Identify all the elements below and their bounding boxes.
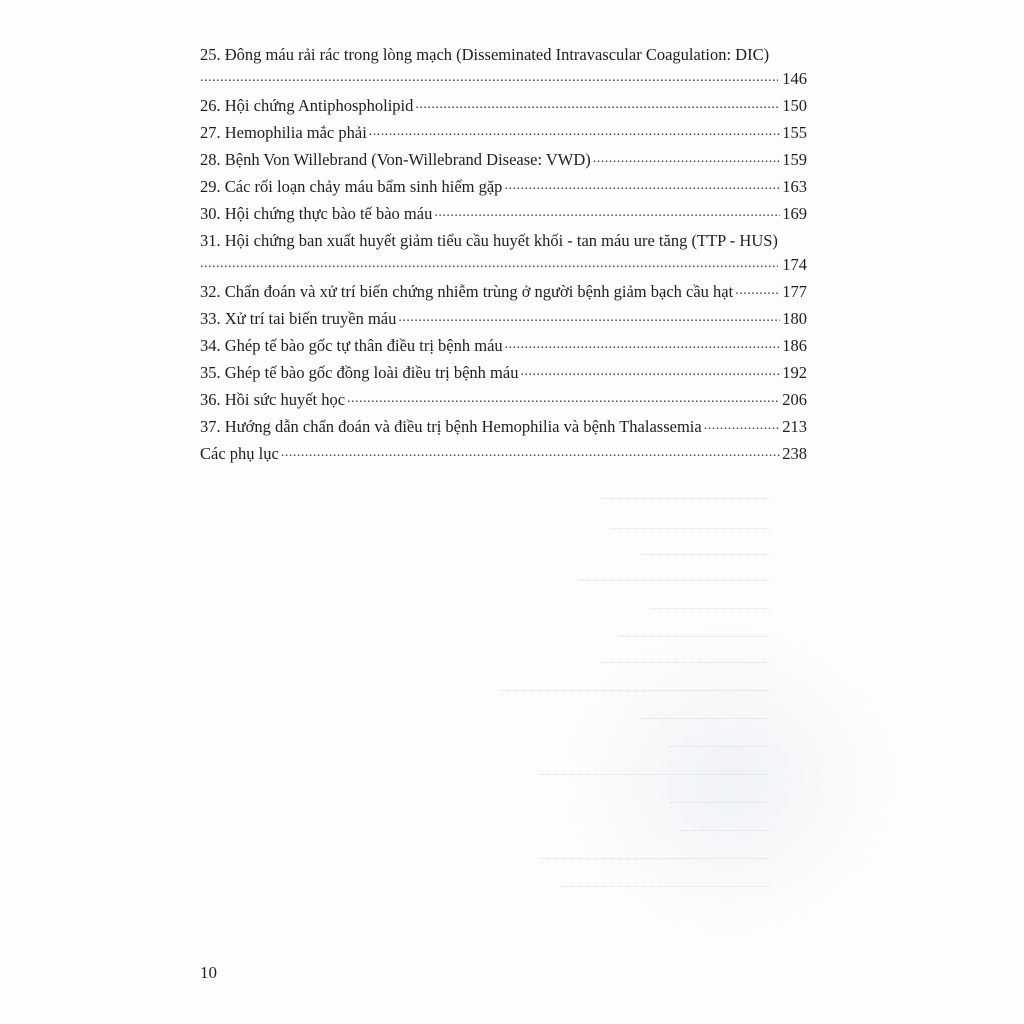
- toc-entry-title: Các phụ lục: [200, 444, 279, 463]
- bleed-through-mark: [640, 718, 770, 720]
- bleed-through-mark: [580, 580, 770, 582]
- bleed-through-mark: [680, 830, 770, 832]
- toc-entry-page: 155: [782, 123, 807, 142]
- toc-entry[interactable]: [200, 204, 807, 231]
- bleed-through-mark: [610, 528, 770, 530]
- toc-entry-title: 32. Chẩn đoán và xử trí biến chứng nhiễm trùng ở người bệnh giảm bạch cầu hạt: [200, 282, 734, 301]
- toc-entry-page: 180: [782, 309, 807, 328]
- toc-entry[interactable]: [200, 363, 807, 390]
- toc-entry-title: 34. Ghép tế bào gốc tự thân điều trị bệnh máu: [200, 336, 503, 355]
- toc-entry[interactable]: [200, 123, 807, 150]
- toc-entry[interactable]: [200, 282, 807, 309]
- toc-entry-page: 163: [782, 177, 807, 196]
- toc-entry[interactable]: [200, 444, 807, 471]
- toc-entry-title: 27. Hemophilia mắc phải: [200, 123, 367, 142]
- toc-entry[interactable]: [200, 309, 807, 336]
- toc-entry[interactable]: [200, 96, 807, 123]
- toc-entry[interactable]: [200, 390, 807, 417]
- bleed-through-mark: [670, 746, 770, 748]
- dot-leader: [593, 151, 780, 165]
- dot-leader: [504, 178, 780, 192]
- dot-leader: [200, 70, 778, 84]
- toc-entry[interactable]: [200, 150, 807, 177]
- toc-entry-title: 36. Hồi sức huyết học: [200, 390, 346, 409]
- bleed-through-mark: [600, 498, 770, 500]
- dot-leader: [704, 418, 781, 432]
- bleed-through-mark: [540, 858, 770, 860]
- toc-entry-page: 159: [782, 150, 807, 169]
- toc-entry[interactable]: [200, 417, 807, 444]
- bleed-through-mark: [600, 662, 770, 664]
- dot-leader: [735, 283, 780, 297]
- dot-leader: [347, 391, 780, 405]
- toc-entry-page: 186: [782, 336, 807, 355]
- toc-entry[interactable]: [200, 177, 807, 204]
- reverse-side-shadow: [560, 620, 900, 940]
- dot-leader: [200, 256, 778, 270]
- toc-entry-title: 35. Ghép tế bào gốc đồng loài điều trị bệnh máu: [200, 363, 519, 382]
- toc-entry-page: 174: [782, 255, 807, 274]
- toc-entry-title: 26. Hội chứng Antiphospholipid: [200, 96, 414, 115]
- table-of-contents: [200, 45, 807, 471]
- dot-leader: [281, 445, 780, 459]
- toc-entry[interactable]: [200, 45, 807, 96]
- toc-entry-page: 169: [782, 204, 807, 223]
- toc-entry[interactable]: [200, 336, 807, 363]
- bleed-through-mark: [620, 636, 770, 638]
- bleed-through-mark: [500, 690, 770, 692]
- toc-entry-title: 25. Đông máu rải rác trong lòng mạch (Disseminated Intravascular Coagulation: DIC): [200, 45, 770, 64]
- toc-entry-page: 238: [782, 444, 807, 463]
- toc-entry-title: 33. Xử trí tai biến truyền máu: [200, 309, 397, 328]
- dot-leader: [520, 364, 780, 378]
- dot-leader: [398, 310, 780, 324]
- toc-entry-title: 28. Bệnh Von Willebrand (Von-Willebrand Disease: VWD): [200, 150, 591, 169]
- bleed-through-mark: [670, 802, 770, 804]
- toc-entry-title: 37. Hướng dẫn chẩn đoán và điều trị bệnh Hemophilia và bệnh Thalassemia: [200, 417, 702, 436]
- dot-leader: [369, 124, 780, 138]
- bleed-through-mark: [560, 886, 770, 888]
- toc-entry-page: 150: [782, 96, 807, 115]
- toc-entry-title: 30. Hội chứng thực bào tế bào máu: [200, 204, 433, 223]
- toc-entry-page: 177: [782, 282, 807, 301]
- dot-leader: [505, 337, 781, 351]
- toc-entry-page: 206: [782, 390, 807, 409]
- toc-entry-title: 31. Hội chứng ban xuất huyết giảm tiểu cầu huyết khối - tan máu ure tăng (TTP - HUS): [200, 231, 778, 250]
- page-number: 10: [200, 963, 217, 982]
- dot-leader: [434, 205, 780, 219]
- bleed-through-mark: [650, 608, 770, 610]
- toc-entry-page: 213: [782, 417, 807, 436]
- bleed-through-mark: [540, 774, 770, 776]
- toc-entry[interactable]: [200, 231, 807, 282]
- toc-entry-page: 146: [782, 69, 807, 88]
- bleed-through-mark: [640, 554, 770, 556]
- toc-entry-page: 192: [782, 363, 807, 382]
- dot-leader: [415, 97, 780, 111]
- toc-entry-title: 29. Các rối loạn chảy máu bẩm sinh hiếm gặp: [200, 177, 503, 196]
